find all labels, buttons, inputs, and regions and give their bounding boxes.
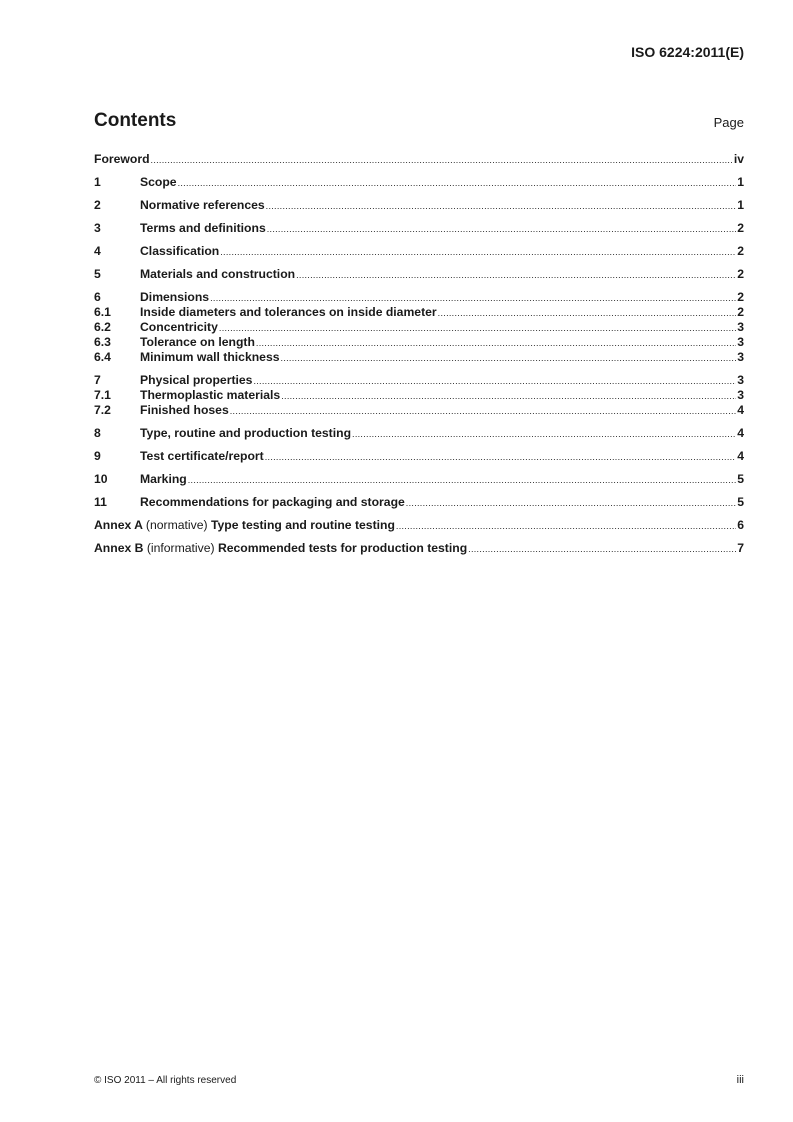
toc-entry-test-certificate[interactable] xyxy=(94,449,744,464)
dot-leader xyxy=(178,176,737,191)
toc-entry-page: 5 xyxy=(737,472,744,486)
document-id: ISO 6224:2011(E) xyxy=(631,44,744,60)
toc-entry-title: Marking xyxy=(140,472,187,486)
annex-label: Annex A xyxy=(94,518,143,532)
toc-entry-number: 8 xyxy=(94,426,101,440)
toc-entry-page: 4 xyxy=(737,426,744,440)
toc-entry-number: 2 xyxy=(94,198,101,212)
toc-entry-number: 7.2 xyxy=(94,403,111,417)
toc-entry-classification[interactable] xyxy=(94,244,744,259)
dot-leader xyxy=(296,268,736,283)
toc-entry-title: Tolerance on length xyxy=(140,335,255,349)
toc-entry-number: 1 xyxy=(94,175,101,189)
toc-entry-page: 3 xyxy=(737,335,744,349)
toc-entry-title: Concentricity xyxy=(140,320,218,334)
dot-leader xyxy=(220,245,736,260)
toc-entry-page: 2 xyxy=(737,267,744,281)
toc-entry-page: 2 xyxy=(737,305,744,319)
annex-title: Recommended tests for production testing xyxy=(217,541,468,555)
toc-entry-number: 7.1 xyxy=(94,388,111,402)
toc-entry-page: 7 xyxy=(737,541,744,555)
toc-entry-testing[interactable] xyxy=(94,426,744,441)
toc-entry-normative-references[interactable] xyxy=(94,198,744,213)
toc-entry-number: 6 xyxy=(94,290,101,304)
toc-entry-page: 5 xyxy=(737,495,744,509)
toc-entry-page: 2 xyxy=(737,244,744,258)
toc-entry-scope[interactable] xyxy=(94,175,744,190)
toc-entry-title: Terms and definitions xyxy=(140,221,266,235)
toc-entry-title: Recommendations for packaging and storage xyxy=(140,495,405,509)
dot-leader xyxy=(438,306,737,321)
dot-leader xyxy=(219,321,736,336)
annex-title: Type testing and routine testing xyxy=(210,518,395,532)
page-number: iii xyxy=(736,1074,744,1086)
toc-entry-page: iv xyxy=(733,152,744,166)
dot-leader xyxy=(281,351,737,366)
toc-entry-foreword[interactable] xyxy=(94,152,744,167)
toc-entry-title: Foreword xyxy=(94,152,150,166)
toc-entry-materials-and-construction[interactable] xyxy=(94,267,744,282)
toc-entry-number: 6.3 xyxy=(94,335,111,349)
annex-qualifier: (normative) xyxy=(145,518,208,532)
toc-entry-packaging-and-storage[interactable] xyxy=(94,495,744,510)
toc-entry-title: Minimum wall thickness xyxy=(140,350,280,364)
toc-entry-finished-hoses[interactable] xyxy=(94,403,744,418)
dot-leader xyxy=(151,153,733,168)
toc-entry-number: 9 xyxy=(94,449,101,463)
dot-leader xyxy=(352,427,736,442)
toc-entry-title xyxy=(94,518,395,533)
toc-entry-number: 6.2 xyxy=(94,320,111,334)
toc-entry-number: 5 xyxy=(94,267,101,281)
toc-entry-title: Materials and construction xyxy=(140,267,296,281)
toc-entry-title: Inside diameters and tolerances on inside diameter xyxy=(140,305,437,319)
toc-entry-page: 1 xyxy=(737,198,744,212)
toc-entry-thermoplastic-materials[interactable] xyxy=(94,388,744,403)
toc-entry-number: 6.4 xyxy=(94,350,111,364)
toc-entry-number: 4 xyxy=(94,244,101,258)
toc-entry-title: Test certificate/report xyxy=(140,449,264,463)
toc-entry-page: 3 xyxy=(737,320,744,334)
toc-entry-page: 6 xyxy=(737,518,744,532)
toc-entry-title: Dimensions xyxy=(140,290,210,304)
toc-entry-marking[interactable] xyxy=(94,472,744,487)
toc-entry-annex-a[interactable] xyxy=(94,518,744,533)
dot-leader xyxy=(210,291,736,306)
toc-entry-title: Finished hoses xyxy=(140,403,229,417)
dot-leader xyxy=(256,336,736,351)
dot-leader xyxy=(266,199,737,214)
copyright-notice: © ISO 2011 – All rights reserved xyxy=(94,1075,237,1086)
dot-leader xyxy=(230,404,737,419)
toc-entry-title: Scope xyxy=(140,175,177,189)
toc-entry-number: 10 xyxy=(94,472,108,486)
toc-entry-page: 2 xyxy=(737,290,744,304)
dot-leader xyxy=(281,389,736,404)
toc-entry-inside-diameters[interactable] xyxy=(94,305,744,320)
toc-entry-title: Physical properties xyxy=(140,373,253,387)
toc-entry-title: Thermoplastic materials xyxy=(140,388,281,402)
toc-entry-page: 2 xyxy=(737,221,744,235)
toc-entry-annex-b[interactable] xyxy=(94,541,744,556)
annex-qualifier: (informative) xyxy=(146,541,215,555)
table-of-contents xyxy=(94,152,744,556)
toc-entry-page: 4 xyxy=(737,449,744,463)
toc-entry-tolerance-on-length[interactable] xyxy=(94,335,744,350)
toc-entry-page: 3 xyxy=(737,373,744,387)
toc-entry-page: 1 xyxy=(737,175,744,189)
toc-entry-title xyxy=(94,541,467,556)
toc-entry-title: Normative references xyxy=(140,198,265,212)
toc-entry-concentricity[interactable] xyxy=(94,320,744,335)
dot-leader xyxy=(265,450,736,465)
toc-entry-dimensions[interactable] xyxy=(94,290,744,305)
dot-leader xyxy=(396,519,736,534)
dot-leader xyxy=(468,542,736,557)
contents-heading: Contents xyxy=(94,110,177,131)
toc-entry-page: 4 xyxy=(737,403,744,417)
dot-leader xyxy=(267,222,736,237)
toc-entry-title: Type, routine and production testing xyxy=(140,426,352,440)
page-column-label: Page xyxy=(713,115,744,130)
toc-entry-title: Classification xyxy=(140,244,220,258)
toc-entry-terms-and-definitions[interactable] xyxy=(94,221,744,236)
annex-label: Annex B xyxy=(94,541,144,555)
dot-leader xyxy=(188,473,736,488)
dot-leader xyxy=(406,496,736,511)
toc-entry-number: 3 xyxy=(94,221,101,235)
toc-entry-page: 3 xyxy=(737,388,744,402)
toc-entry-number: 11 xyxy=(94,495,107,509)
dot-leader xyxy=(253,374,736,389)
toc-entry-physical-properties[interactable] xyxy=(94,373,744,388)
toc-entry-number: 6.1 xyxy=(94,305,111,319)
toc-entry-number: 7 xyxy=(94,373,101,387)
toc-entry-minimum-wall-thickness[interactable] xyxy=(94,350,744,365)
toc-entry-page: 3 xyxy=(737,350,744,364)
